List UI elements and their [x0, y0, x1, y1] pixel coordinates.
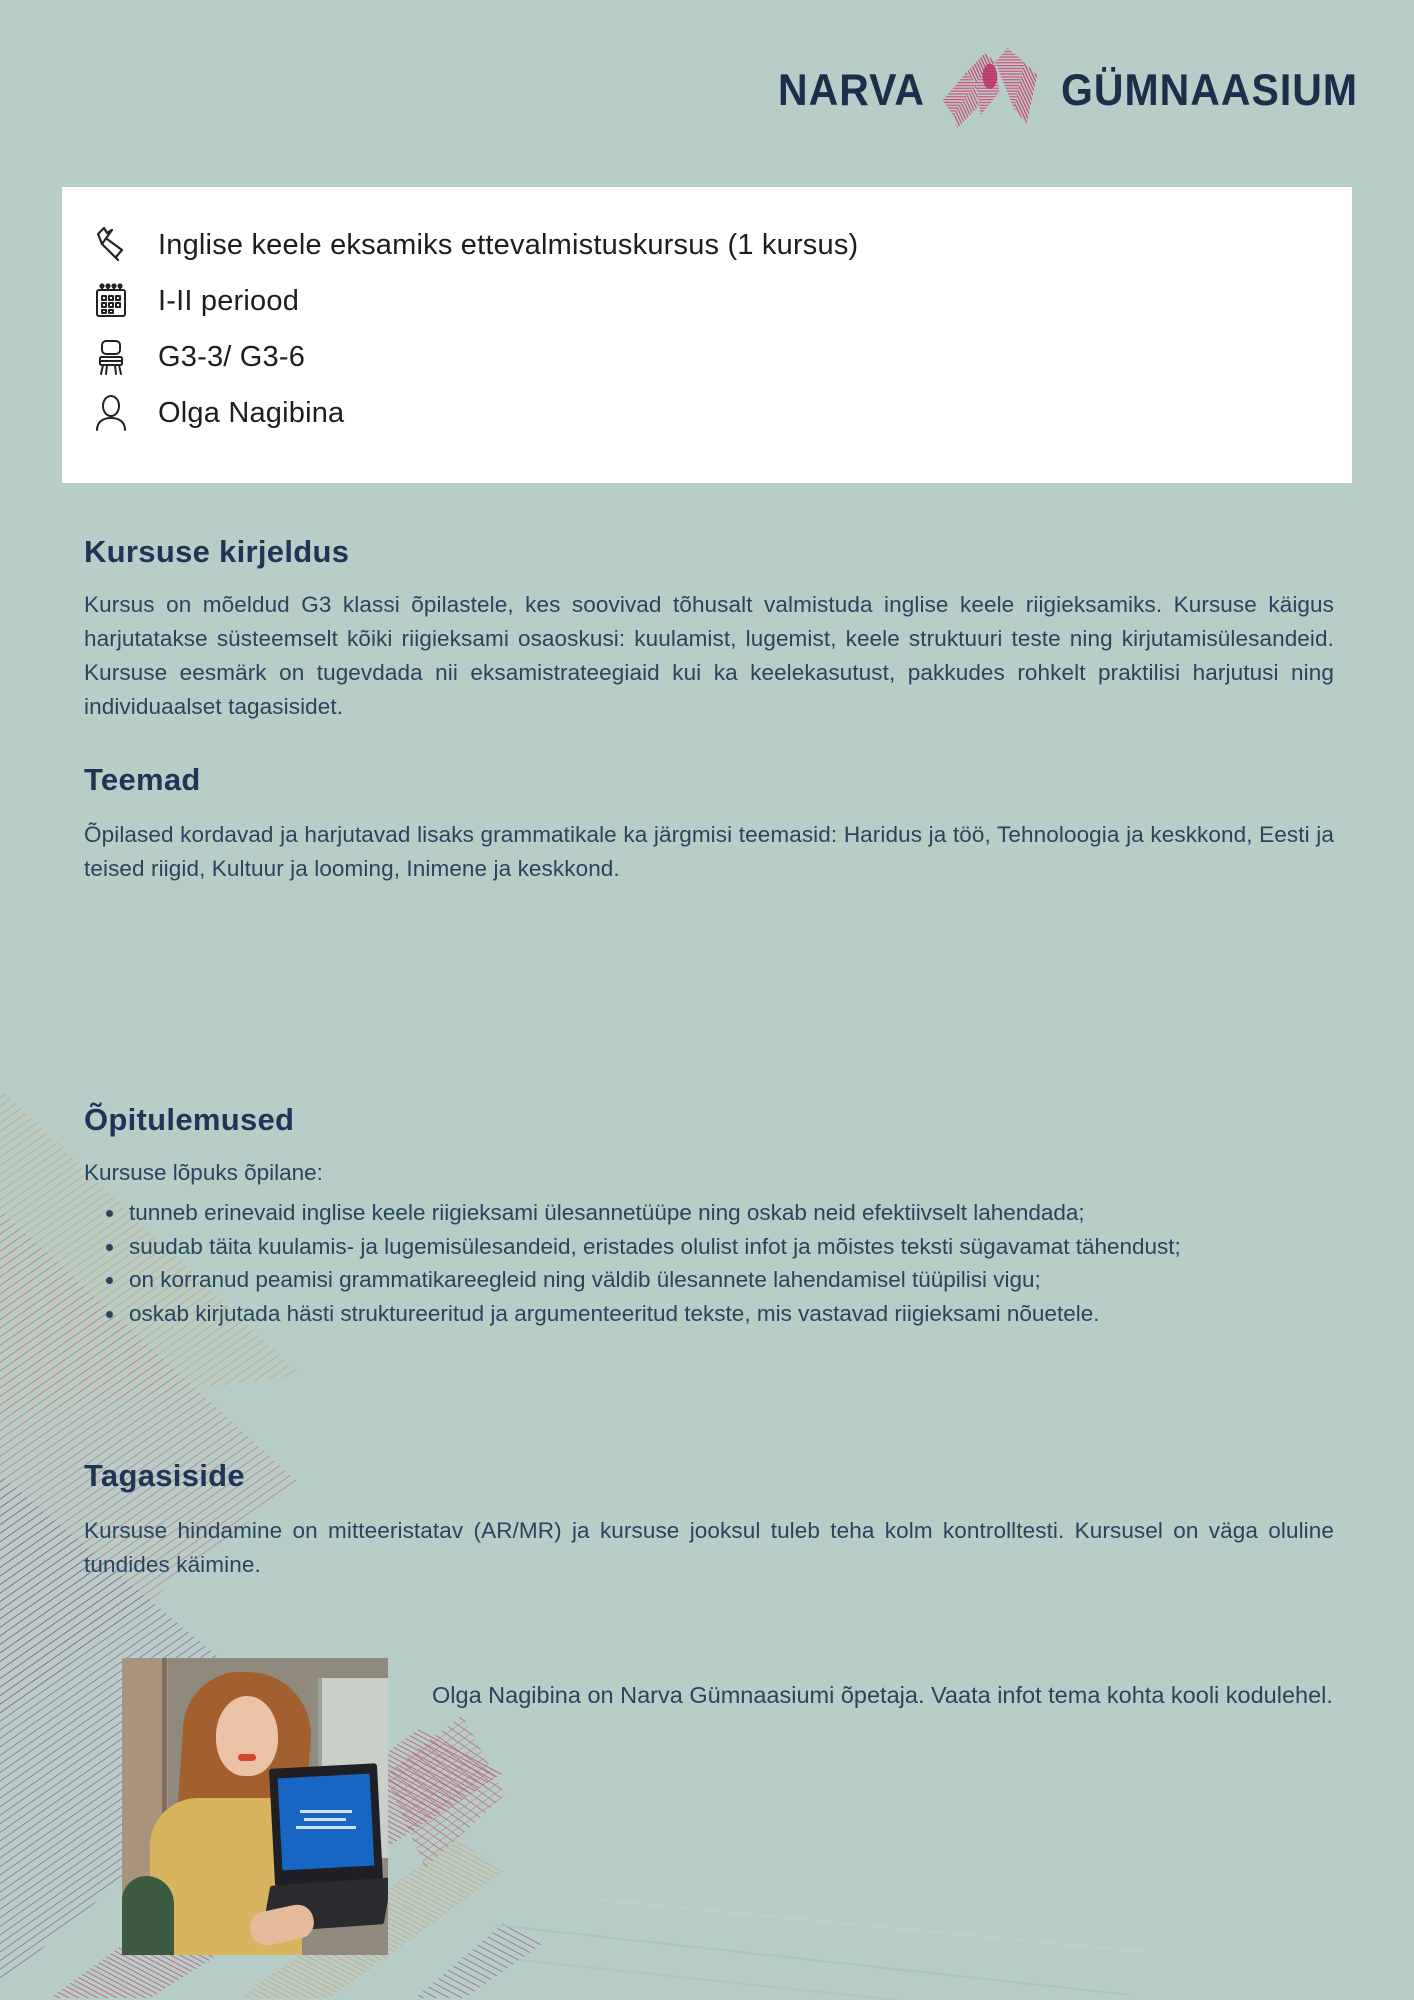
photo-plant [122, 1876, 174, 1955]
learning-outcomes-list [84, 1196, 1334, 1330]
chair-icon [90, 336, 132, 378]
section-title-teemad: Teemad [84, 762, 201, 797]
school-logo [778, 48, 1358, 132]
course-title-row [90, 217, 1322, 273]
section-body-tagasiside: Kursuse hindamine on mitteeristatav (AR/MR) ja kursuse jooksul tuleb teha kolm kontrolltesti. Kursusel on väga oluline tundides käimine. [84, 1518, 1334, 1577]
photo-lips [238, 1754, 256, 1761]
photo-laptop-update-screen [278, 1774, 375, 1871]
course-groups-row [90, 329, 1322, 385]
section-teemad [84, 762, 1334, 886]
teacher-photo [122, 1658, 388, 1955]
course-period-row [90, 273, 1322, 329]
list-item [84, 1263, 1334, 1297]
photo-face [216, 1696, 278, 1776]
course-teacher: Olga Nagibina [158, 396, 345, 429]
section-title-opitulemused: Õpitulemused [84, 1102, 295, 1137]
logo-word-gymnaasium: GÜMNAASIUM [1061, 64, 1358, 115]
section-kursuse-kirjeldus [84, 534, 1334, 724]
course-teacher-row [90, 385, 1322, 441]
bullet-dot [106, 1210, 113, 1217]
calendar-icon [90, 280, 132, 322]
course-period: I-II periood [158, 284, 300, 317]
bullet-dot [106, 1244, 113, 1251]
section-intro-opitulemused: Kursuse lõpuks õpilane: [84, 1160, 323, 1185]
narva-n-mark-icon [941, 48, 1045, 132]
photo-screen-text [300, 1810, 352, 1813]
photo-screen-text [304, 1818, 346, 1821]
logo-word-narva: NARVA [778, 64, 926, 115]
list-item [84, 1297, 1334, 1331]
section-title-kirjeldus: Kursuse kirjeldus [84, 534, 350, 569]
list-item-text: on korranud peamisi grammatikareegleid ning väldib ülesannete lahendamisel tüüpilisi vigu; [129, 1267, 1041, 1292]
course-groups: G3-3/ G3-6 [158, 340, 306, 373]
section-body-kirjeldus: Kursus on mõeldud G3 klassi õpilastele, kes soovivad tõhusalt valmistuda inglise keele riigieksamiks. Kursuse käigus harjutatakse süsteemselt kõiki riigieksami osaoskusi: kuulamist, lugemist, keele struktuuri teste ning kirjutamisülesandeid. Kursuse eesmärk on tugevdada nii eksamistrateegiaid kui ka keelekasutust, pakkudes rohkelt praktilisi harjutusi ning individuaalset tagasisidet. [84, 592, 1334, 719]
list-item [84, 1196, 1334, 1230]
photo-screen-text [296, 1826, 356, 1829]
section-opitulemused [84, 1102, 1334, 1330]
bullet-dot [106, 1277, 113, 1284]
pen-icon [90, 224, 132, 266]
section-body-teemad: Õpilased kordavad ja harjutavad lisaks grammatikale ka järgmisi teemasid: Haridus ja töö, Tehnoloogia ja keskkond, Eesti ja teised riigid, Kultuur ja looming, Inimene ja keskkond. [84, 822, 1334, 881]
list-item-text: suudab täita kuulamis- ja lugemisülesandeid, eristades olulist infot ja mõistes teksti sügavamat tähendust; [129, 1233, 1181, 1259]
section-title-tagasiside: Tagasiside [84, 1458, 245, 1493]
list-item-text: oskab kirjutada hästi struktureeritud ja argumenteeritud tekste, mis vastavad riigieksami nõuetele. [129, 1300, 1100, 1326]
teacher-caption: Olga Nagibina on Narva Gümnaasiumi õpetaja. Vaata infot tema kohta kooli kodulehel. [432, 1682, 1333, 1708]
list-item [84, 1230, 1334, 1264]
list-item-text: tunneb erinevaid inglise keele riigieksami ülesannetüüpe ning oskab neid efektiivselt lahendada; [129, 1200, 1085, 1225]
course-info-card [62, 187, 1352, 483]
bullet-dot [106, 1311, 113, 1318]
section-tagasiside [84, 1458, 1334, 1582]
course-title: Inglise keele eksamiks ettevalmistuskursus (1 kursus) [158, 228, 859, 261]
person-icon [90, 392, 132, 434]
